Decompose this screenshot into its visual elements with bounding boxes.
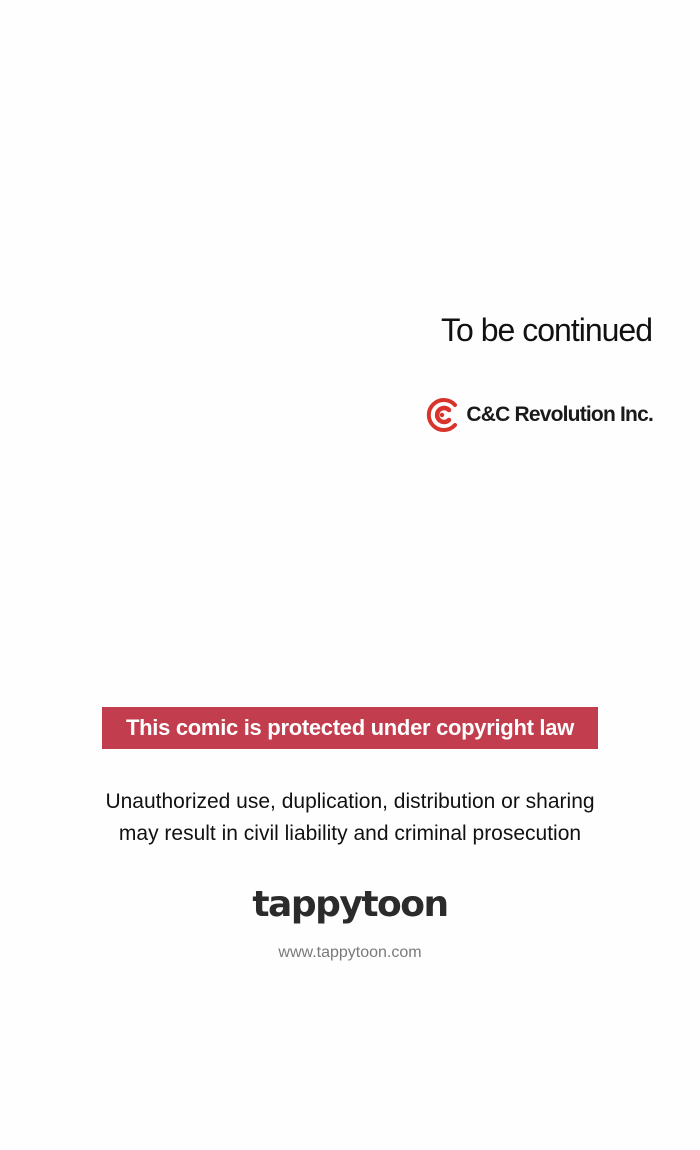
cc-revolution-logo-icon xyxy=(422,396,462,434)
publisher-credit xyxy=(422,396,653,434)
tappytoon-logo: tappytoon xyxy=(252,884,448,925)
tappytoon-url[interactable]: www.tappytoon.com xyxy=(278,944,422,961)
to-be-continued-text: To be continued xyxy=(441,312,652,348)
copyright-notice-line-1: Unauthorized use, duplication, distribution or sharing xyxy=(105,790,595,813)
copyright-notice-line-2: may result in civil liability and criminal prosecution xyxy=(118,822,582,845)
copyright-banner: This comic is protected under copyright law xyxy=(102,707,598,749)
publisher-name: C&C Revolution Inc. xyxy=(466,403,653,426)
